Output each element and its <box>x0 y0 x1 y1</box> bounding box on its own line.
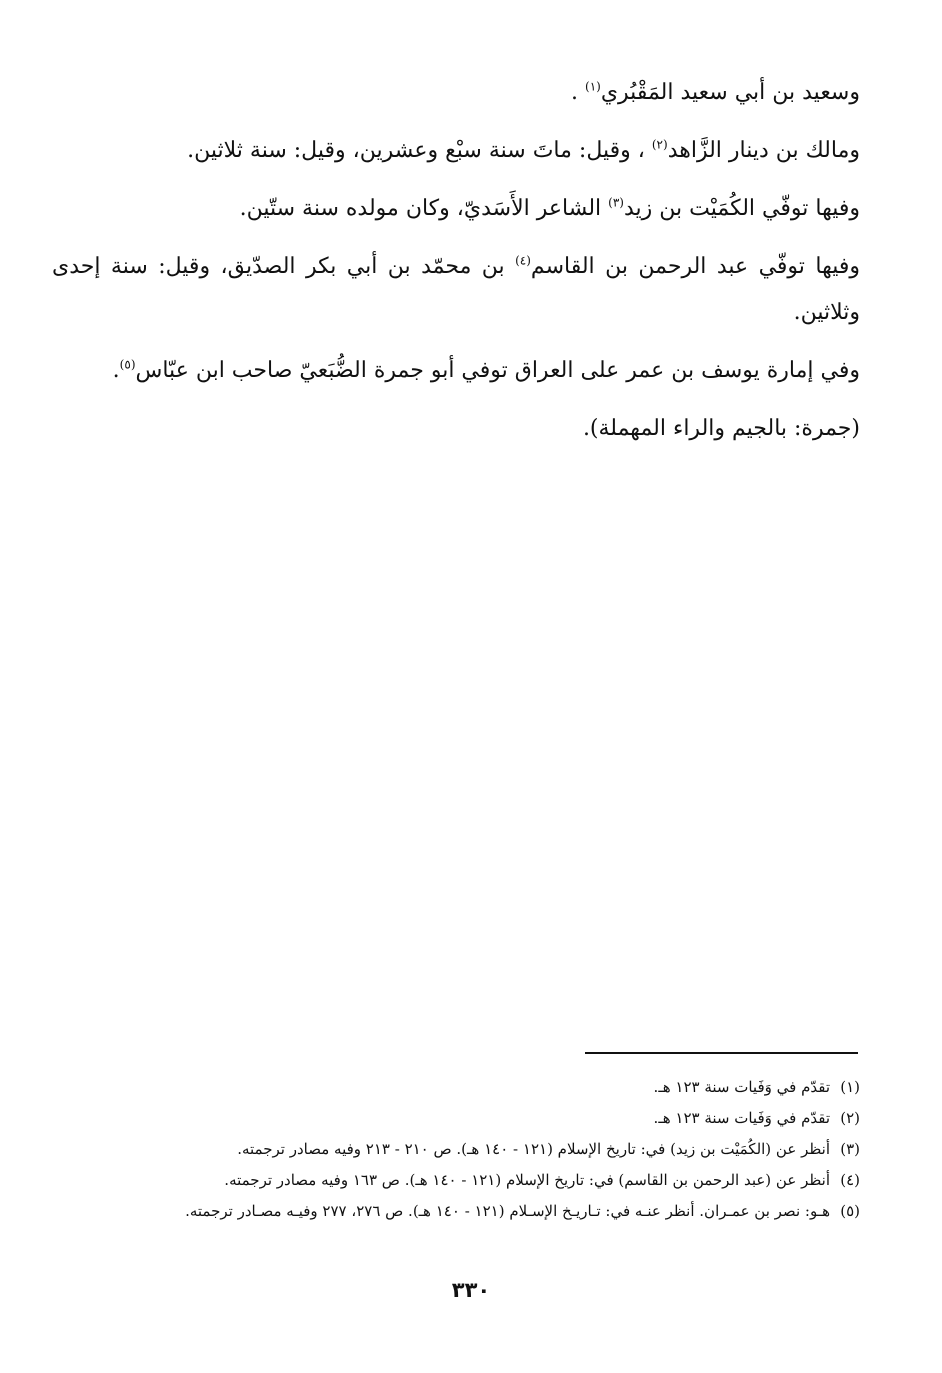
paragraph-text: . <box>112 358 120 383</box>
paragraph-text: ومالك بن دينار الزَّاهد <box>667 138 860 163</box>
main-text <box>52 70 860 452</box>
paragraph-text: وسعيد بن أبي سعيد المَقْبُري <box>600 80 860 105</box>
footnote-1 <box>52 1072 860 1103</box>
footnote-number: (٥) <box>840 1202 860 1220</box>
footnote-text: أنظر عن (عبد الرحمن بن القاسم) في: تاريخ الإسلام (١٢١ - ١٤٠ هـ). ص ١٦٣ وفيه مصادر ترجمته. <box>224 1171 830 1189</box>
footnote-4 <box>52 1165 860 1196</box>
paragraph-1 <box>52 70 860 116</box>
footnote-3 <box>52 1134 860 1165</box>
footnote-5 <box>52 1196 860 1227</box>
footnote-ref-3: (٣) <box>608 195 624 210</box>
footnote-divider <box>585 1052 858 1054</box>
footnote-text: أنظر عن (الكُمَيْت بن زيد) في: تاريخ الإسلام (١٢١ - ١٤٠ هـ). ص ٢١٠ - ٢١٣ وفيه مصادر ترجمته. <box>237 1140 830 1158</box>
paragraph-3 <box>52 186 860 232</box>
footnote-text: تقدّم في وَفَيات سنة ١٢٣ هـ. <box>653 1109 830 1127</box>
footnote-number: (٤) <box>840 1171 860 1189</box>
paragraph-5 <box>52 348 860 394</box>
footnote-ref-1: (١) <box>585 79 601 94</box>
footnote-2 <box>52 1103 860 1134</box>
footnote-ref-2: (٢) <box>651 137 668 152</box>
footnote-number: (٣) <box>840 1140 860 1158</box>
paragraph-text: ، وقيل: ماتَ سنة سبْع وعشرين، وقيل: سنة ثلاثين. <box>187 138 652 163</box>
footnote-ref-4: (٤) <box>515 253 531 268</box>
page-number: ٣٣٠ <box>451 1278 491 1302</box>
paragraph-4 <box>52 244 860 336</box>
bracketed-note: (جمرة: بالجيم والراء المهملة). <box>582 416 860 441</box>
paragraph-text: وفي إمارة يوسف بن عمر على العراق توفي أبو جمرة الضُّبَعيّ صاحب ابن عبّاس <box>135 358 860 383</box>
footnotes <box>52 1072 860 1227</box>
footnote-number: (١) <box>840 1078 860 1096</box>
paragraph-text: بن محمّد بن أبي بكر الصدّيق، وقيل: سنة إحدى وثلاثين. <box>52 254 860 325</box>
paragraph-text: وفيها توفّي عبد الرحمن بن القاسم <box>530 254 860 279</box>
footnote-text: هـو: نصر بن عمـران. أنظر عنـه في: تـاريـخ الإسـلام (١٢١ - ١٤٠ هـ). ص ٢٧٦، ٢٧٧ وفيـه مصـادر ترجمته. <box>185 1202 830 1220</box>
footnote-text: تقدّم في وَفَيات سنة ١٢٣ هـ. <box>653 1078 830 1096</box>
paragraph-text: الشاعر الأَسَديّ، وكان مولده سنة ستّين. <box>239 196 609 221</box>
footnote-ref-5: (٥) <box>119 357 136 372</box>
paragraph-text: وفيها توفّي الكُمَيْت بن زيد <box>623 196 860 221</box>
footnote-number: (٢) <box>840 1109 860 1127</box>
paragraph-2 <box>52 128 860 174</box>
paragraph-text: . <box>571 80 585 105</box>
